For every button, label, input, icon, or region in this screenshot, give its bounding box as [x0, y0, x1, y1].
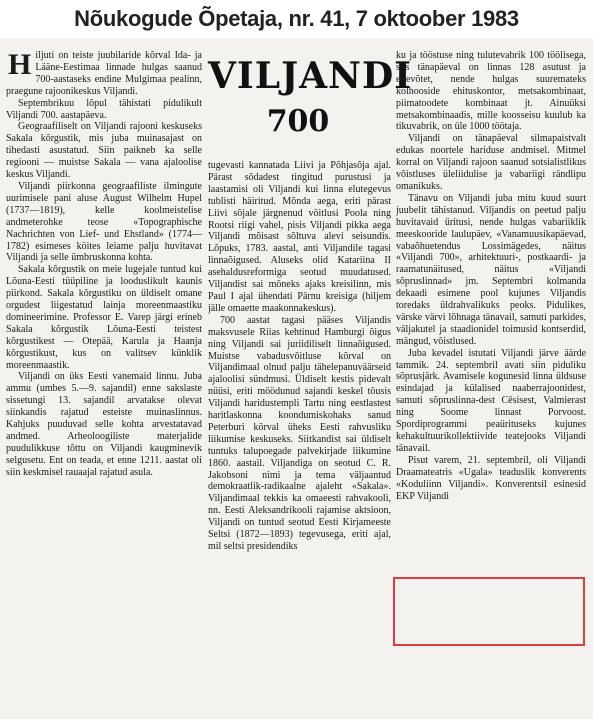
paragraph: 700 aastat tagasi pääses Viljandis maksvusele Riias kehtinud Hamburgi õigus ning Viljandi sai juriidiliselt linnaõigused. Muistse vabadusvõitluse kõrval on Viljandimaal olnud palju tähelepanuväärseid ajaloolisi sündmusi. Üldiselt kestis pidevalt nüüsi, eriti möödunud sajandi keskel tõusis Viljandi haridustempli Tartu ning eestlastest haritlaskonna koondumiskohaks sanud Peterburi kõrval üheks Eesti rahvusliku liikumise keskuseks. Siitkandist sai üldiselt tuntuks talupoegade palvekirjade liikumine 1860. aastail. Viljandiga on seotud C. R. Jakobsoni nimi ja tema väljaantud demokraatlik-radikaalne ajaleht «Sakala». Viljandimaal tekkis ka omaeesti rahvakooli, nn. Eesti Aleksandrikooli rajamise aktsioon, Viljandi on tuntud seotud Eesti Kirjameeste Seltsi (1872—1893) tegevusega, eriti ajal, mil seltsi presidendiks [208, 314, 391, 552]
article-column-1 [6, 50, 202, 719]
article-column-3 [396, 50, 586, 719]
paragraph: Tänavu on Viljandi juba mitu kuud suurt juubelit tähistanud. Viljandis on peetud palju huvitavaid üritusi, nende hulgas vabariiklik meeskooride laulupäev, «Vanamuusikapäevad, vabaõhuetendus Lossimägedes, näitus «Viljandi 700», arhitektuuri-, postkaardi- ja raamatunäitused, näitus «Viljandi sõpruslinnad» jm. Septembri kolmanda dekaadi esimene pool kujunes Viljandis toredaks üldrahvalikuks peoks. Pidulikes, värske värvi lõhnaga tänavail, samuti parkides, väljakutel ja staadionidel toimusid kontserdid, mängud, võistlused. [396, 192, 586, 347]
paragraph: Septembrikuu lõpul tähistati pidulikult Viljandi 700. aastapäeva. [6, 97, 202, 121]
paragraph: Pisut varem, 21. septembril, oli Viljandi Draamateatris «Ugala» teaduslik konverents «Koduliinn Viljandi». Konverentsil esinesid EKP Viljandi [396, 454, 586, 502]
headline-number: 700 [266, 104, 330, 139]
paragraph: Viljandi piirkonna geograafiliste ilmingute uurimisele pani aluse August Wilhelm Hupel (1737—1819), kelle koolmeistelise andmeterohke teose «Topographische Nachrichten von Lief- und Ehstland» (1774—1782) esimeses köites leiame palju huvitavat Viljandi ja selle ümbruskonna kohta. [6, 180, 202, 264]
paragraph: Viljandi on tänapäeval silmapaistvalt edukas noortele hariduse andmisel. Mitmel korral on Viljandi rajoon saanud sotsialistlikus võistluses üleliidulise ja vabariigi rändlipu omanikuks. [396, 133, 586, 192]
paragraph: Viljandi on üks Eesti vanemaid linnu. Juba ammu (umbes 5.—9. sajandil) enne sakslaste sissetungi 13. sajandil arvatakse olevat siinkandis rajatud esteiste muinaslinnus. Kahjuks puuduvad selle kohta arvestatavad andmed. Arheoloogiliste materjalide puudulikkuse tõttu on Viljandi kaugminevik selgusetu. Ent on teada, et enne 1211. aastat oli siin keskmisel rauaajal rajatud asula. [6, 371, 202, 478]
article-headline [208, 55, 413, 140]
paragraph: Sakala kõrgustik on meie lugejale tuntud kui Lõuna-Eesti tüüpiline ja looduslikult kaunis piirkond. Sakala kõrgustiku on üldiselt omane orgudest liigestatud lainja moreenmaastiku domineerimine. Professor E. Varep järgi erineb Sakala kõrgustik Lõuna-Eesti teistest kõrgustikest — Otepää, Karula ja Haanja kõrgustikust, kus on valitsev künklik moreenmaastik. [6, 264, 202, 371]
paragraph: Juba kevadel istutati Viljandi järve äärde tammik. 24. septembril avati siin piduliku sõprusjärk. Avamisele kogunesid linna üldsuse esindajad ja külalised naaberrajoonidest, samuti sõpruslinna-dest Cēsisest, Valmierast ning Soome linnast Porvoost. Spordiprogrammi peaürituseks kujunes kehakultuurikollektiivide teatejooks Viljandi tänavail. [396, 347, 586, 454]
page-header [0, 0, 593, 38]
drop-cap: H [8, 50, 32, 81]
paragraph: Hiljuti on teiste juubilaride kõrval Ida- ja Lääne-Eestimaa linnade hulgas saanud 700-aastaseks endine Mulgimaa pealinn, praegune rajoonikeskus Viljandi. [6, 50, 202, 97]
newspaper-clipping [0, 38, 593, 719]
article-column-2 [208, 160, 391, 719]
paragraph: tugevasti kannatada Liivi ja Põhjasõja ajal. Pärast sõdadest tingitud purustusi ja laastamisi oli Viljandi kui linna elutegevus tublisti häiritud. Mõnda aega, eriti pärast Liivi sõjale järgnenud võitlusi Poola ning Rootsi riigi vahel, pisis Viljandi pikka aega Viljandi mõisast sõltuva alevi seisundis. Lõpuks, 1783. aastal, anti Viljandile tagasi linnaõigused. Aluseks olid Katariina II asehaldusreformiga seotud muudatused. Viljandist sai mõneks ajaks kreisilinn, mis Paul I ajal ühendati Pärnu kreisiga (hiljem jälle omaette maakonnakeskus). [208, 160, 391, 314]
publication-title: Nõukogude Õpetaja, nr. 41, 7 oktoober 1983 [74, 6, 519, 31]
headline-title: VILJANDI [208, 55, 413, 97]
paragraph: ku ja tööstuse ning tulutevabrik 100 töölisega, siis tänapäeval on linnas 128 asutust ja ettevõtet, nende hulgas suuremateks kolhooside ehituskontor, metsakombinaat, piimatoodete kombinaat jt. Ainuüksi metsakombinaadis, mille koosseisu kuulub ka tikuvabrik, on üle 1000 töötaja. [396, 50, 586, 133]
paragraph: Geograafiliselt on Viljandi rajooni keskuseks Sakala kõrgustik, mis juba muinasajast on tihedasti asustatud. Siin paikneb ka selle regiooni — muistse Sakala — vana ajaloolise keskus Viljandi. [6, 121, 202, 181]
